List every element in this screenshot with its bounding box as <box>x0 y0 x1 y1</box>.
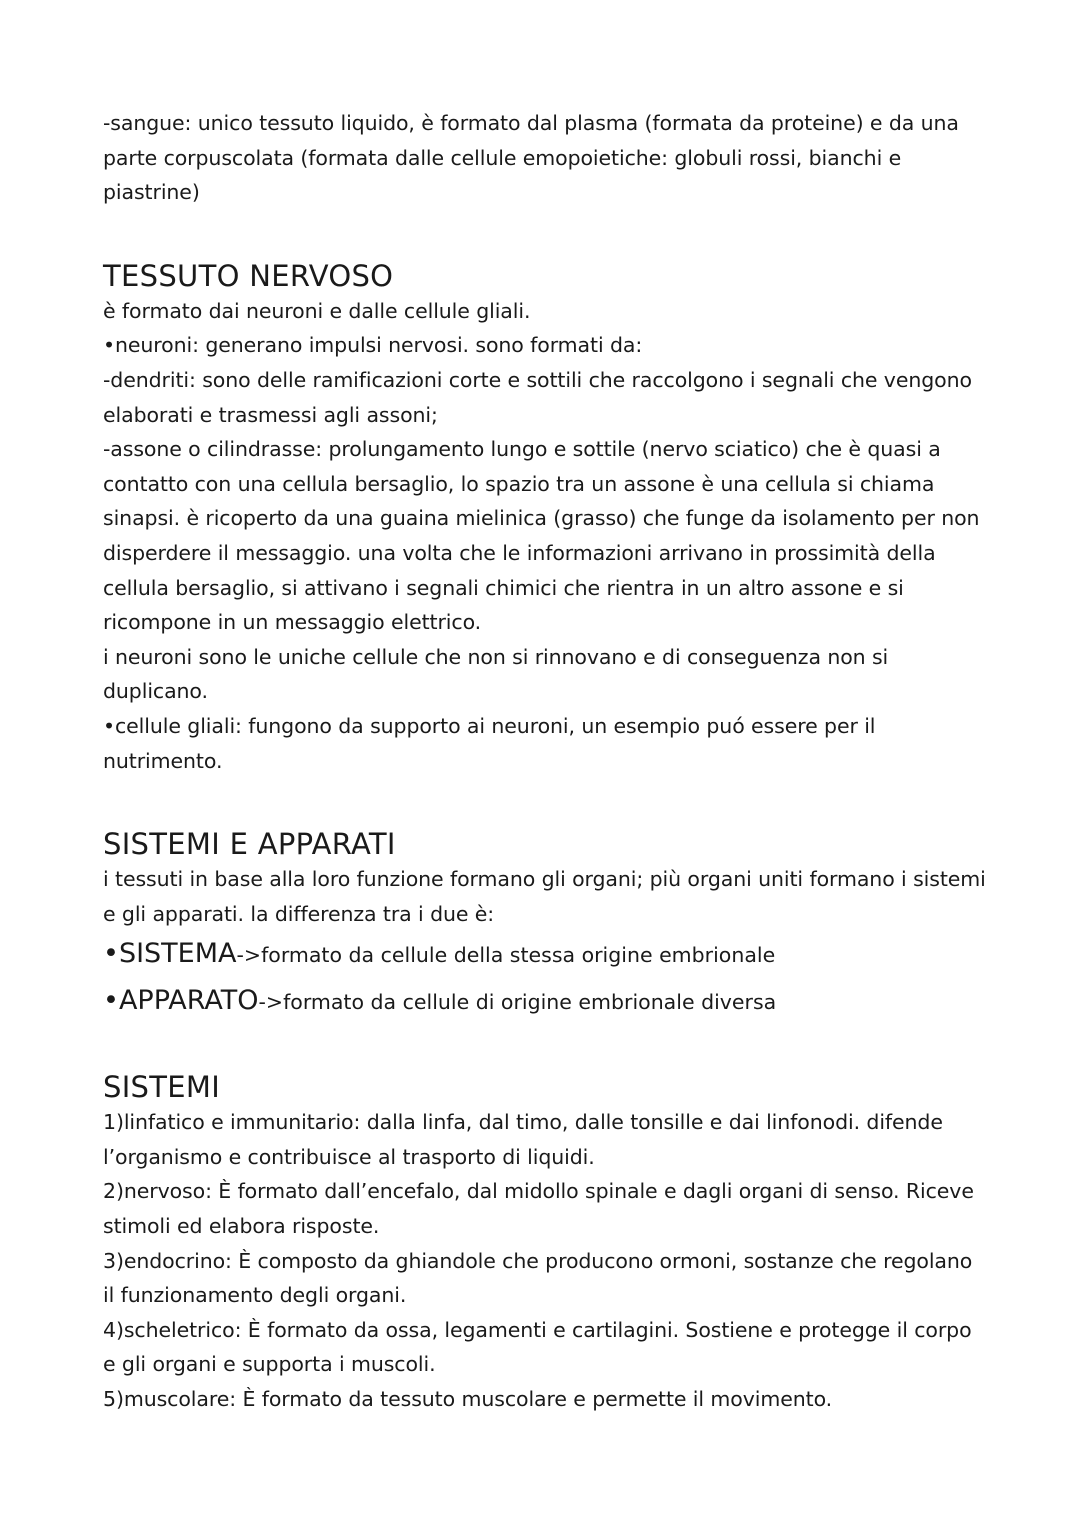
definition: ->formato da cellule della stessa origine embrionale <box>236 943 776 968</box>
bullet-neuroni: •neuroni: generano impulsi nervosi. sono formati da: <box>103 333 643 358</box>
paragraph-assone: -assone o cilindrasse: prolungamento lungo e sottile (nervo sciatico) che è quasi a contatto con una cellula bersaglio, lo spazio tra un assone è una cellula si chiama sinapsi. è ricoperto da una guaina mielinica (grasso) che funge da isolamento per non disperdere il messaggio. una volta che le informazioni arrivano in prossimità della cellula bersaglio, si attivano i segnali chimici che rientra in un altro assone e si ricompone in un messaggio elettrico. <box>103 437 980 635</box>
spacer <box>103 778 988 826</box>
bullet-cellule-gliali: •cellule gliali: fungono da supporto ai neuroni, un esempio puó essere per il nutrimento. <box>103 713 876 773</box>
intro-paragraph: i tessuti in base alla loro funzione formano gli organi; più organi uniti formano i sistemi e gli apparati. la differenza tra i due è: <box>103 867 986 926</box>
term-sistema: SISTEMA <box>118 938 237 970</box>
bullet-mark: • <box>103 985 119 1017</box>
bullet-sistema <box>103 931 988 978</box>
section-title-sistemi-e-apparati: SISTEMI E APPARATI <box>103 827 396 862</box>
bullet-mark: • <box>103 938 119 970</box>
paragraph-dendriti: -dendriti: sono delle ramificazioni corte e sottili che raccolgono i segnali che vengono elaborati e trasmessi agli assoni; <box>103 367 972 427</box>
blood-paragraph: -sangue: unico tessuto liquido, è formato dal plasma (formata da proteine) e da una parte corpuscolata (formata dalle cellule emopoietiche: globuli rossi, bianchi e piastrine) <box>103 111 959 205</box>
list-item: 5)muscolare: È formato da tessuto muscolare e permette il movimento. <box>103 1387 833 1412</box>
section-title-tessuto-nervoso: TESSUTO NERVOSO <box>103 258 394 293</box>
paragraph: è formato dai neuroni e dalle cellule gliali. <box>103 298 531 323</box>
list-item: 4)scheletrico: È formato da ossa, legamenti e cartilagini. Sostiene e protegge il corpo e gli organi e supporta i muscoli. <box>103 1317 972 1377</box>
list-item: 3)endocrino: È composto da ghiandole che producono ormoni, sostanze che regolano il funzionamento degli organi. <box>103 1248 973 1308</box>
spacer <box>103 1025 988 1069</box>
bullet-apparato <box>103 978 988 1025</box>
list-item: 2)nervoso: È formato dall’encefalo, dal midollo spinale e dagli organi di senso. Riceve stimoli ed elabora risposte. <box>103 1179 974 1239</box>
spacer <box>103 210 988 258</box>
list-item: 1)linfatico e immunitario: dalla linfa, dal timo, dalle tonsille e dai linfonodi. difende l’organismo e contribuisce al trasporto di liquidi. <box>103 1110 943 1169</box>
definition: ->formato da cellule di origine embrionale diversa <box>258 990 777 1015</box>
term-apparato: APPARATO <box>118 985 259 1017</box>
paragraph: i neuroni sono le uniche cellule che non si rinnovano e di conseguenza non si duplicano. <box>103 644 889 704</box>
section-title-sistemi: SISTEMI <box>103 1070 221 1105</box>
document-page <box>103 106 988 1417</box>
